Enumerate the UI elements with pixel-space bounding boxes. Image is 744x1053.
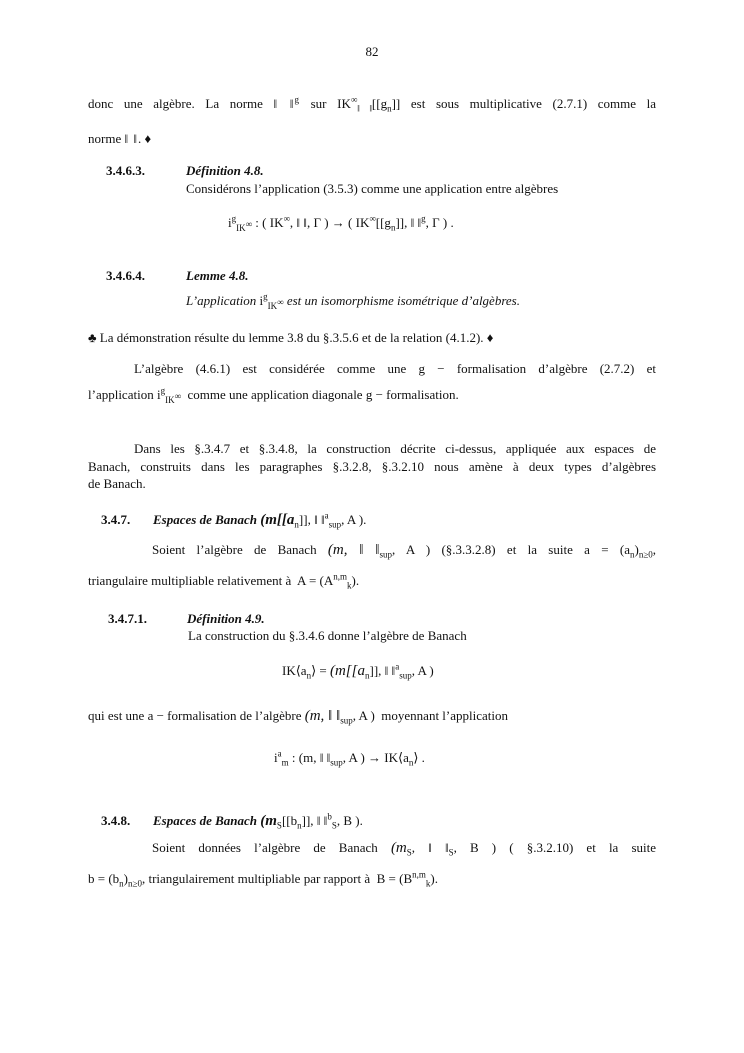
paragraph-3-line-2: Banach, construits dans les paragraphes §.3.2.8, §.3.2.10 nous amène à deux types d’algèbres bbox=[88, 459, 656, 474]
section-title: Espaces de Banach ($m_S[[b_n]]$, ‖ ‖$^b_S$, B ). bbox=[153, 811, 363, 831]
formula-application: $i^a_m$ : (m, ‖ $‖_{sup}$, A ) → $IK⟨a_n⟩$ . bbox=[274, 748, 425, 768]
paragraph-2-line-1: L’algèbre (4.6.1) est considérée comme une g − formalisation d’algèbre (2.7.2) et bbox=[134, 361, 656, 376]
math-space: $IK^\infty_{‖ ‖}[[g_n]]$ bbox=[337, 94, 401, 114]
section-number: 3.4.7.1. bbox=[108, 611, 147, 626]
section-348-line-2: $b = (b_n)_{n\ge 0}$, triangulairement multipliable par rapport à $B = (B^{n,m}_k)$. bbox=[88, 869, 438, 889]
section-title: Espaces de Banach ($m[[a_n]]$, ‖ ‖$^a_{sup}$, A ). bbox=[153, 510, 367, 530]
norm-symbol: ‖ ‖$^g$ bbox=[273, 94, 300, 111]
paragraph-2-line-2: l’application $i^g_{IK^\infty}$ comme une application diagonale g − formalisation. bbox=[88, 385, 459, 405]
definition-text: La construction du §.3.4.6 donne l’algèbre de Banach bbox=[188, 628, 467, 643]
norm-symbol: ‖ ‖ bbox=[124, 131, 139, 146]
definition-title: Définition 4.9. bbox=[187, 611, 265, 626]
formula-map: $i^g_{IK^\infty}$ : ( IK∞, ‖ ‖, Γ ) → ( $IK^\infty[[g_n]]$, ‖ ‖$^g$, Γ ) . bbox=[228, 213, 454, 233]
lemma-title: Lemme 4.8. bbox=[186, 268, 249, 283]
section-number: 3.4.6.4. bbox=[106, 268, 145, 283]
section-348-line-1: Soient données l’algèbre de Banach ($m_S$, ‖ $‖_S$, B ) ( §.3.2.10) et la suite bbox=[152, 840, 657, 858]
formula-banach-algebra: $IK⟨a_n⟩ = (m[[a_n]]$, ‖ ‖$^a_{sup}$, A ) bbox=[282, 661, 434, 681]
definition-text: Considérons l’application (3.5.3) comme une application entre algèbres bbox=[186, 181, 559, 196]
text: est sous multiplicative (2.7.1) comme la bbox=[410, 96, 657, 111]
page-number: 82 bbox=[365, 44, 379, 59]
proof-text: ♣ La démonstration résulte du lemme 3.8 du §.3.5.6 et de la relation (4.1.2). ♦ bbox=[88, 330, 494, 345]
text: sur bbox=[310, 96, 327, 111]
paragraph-3-line-3: de Banach. bbox=[88, 476, 146, 491]
formalisation-text: qui est une a − formalisation de l’algèbre (m, ‖ $‖_{sup}$, A ) moyennant l’application bbox=[88, 708, 509, 726]
paragraph-intro-line-1 bbox=[88, 96, 656, 112]
lemma-text: L’application $i^g_{IK^\infty}$ est un isomorphisme isométrique d’algèbres. bbox=[186, 291, 520, 311]
section-number: 3.4.8. bbox=[101, 813, 131, 828]
paragraph-intro-line-2: norme ‖ ‖. ♦ bbox=[88, 131, 152, 146]
section-347-line-2: triangulaire multipliable relativement à $A = (A^{n,m}_k)$. bbox=[88, 571, 360, 591]
text: donc une algèbre. La norme bbox=[88, 96, 263, 111]
section-number: 3.4.6.3. bbox=[106, 163, 145, 178]
section-347-line-1: Soient l’algèbre de Banach (m, ‖ $‖_{sup}$, A ) (§.3.3.2.8) et la suite $a = (a_n)_{n\ge 0}$, bbox=[152, 542, 657, 560]
section-number: 3.4.7. bbox=[101, 512, 131, 527]
definition-title: Définition 4.8. bbox=[186, 163, 264, 178]
paragraph-3-line-1: Dans les §.3.4.7 et §.3.4.8, la construction décrite ci-dessus, appliquée aux espaces de bbox=[134, 441, 656, 456]
